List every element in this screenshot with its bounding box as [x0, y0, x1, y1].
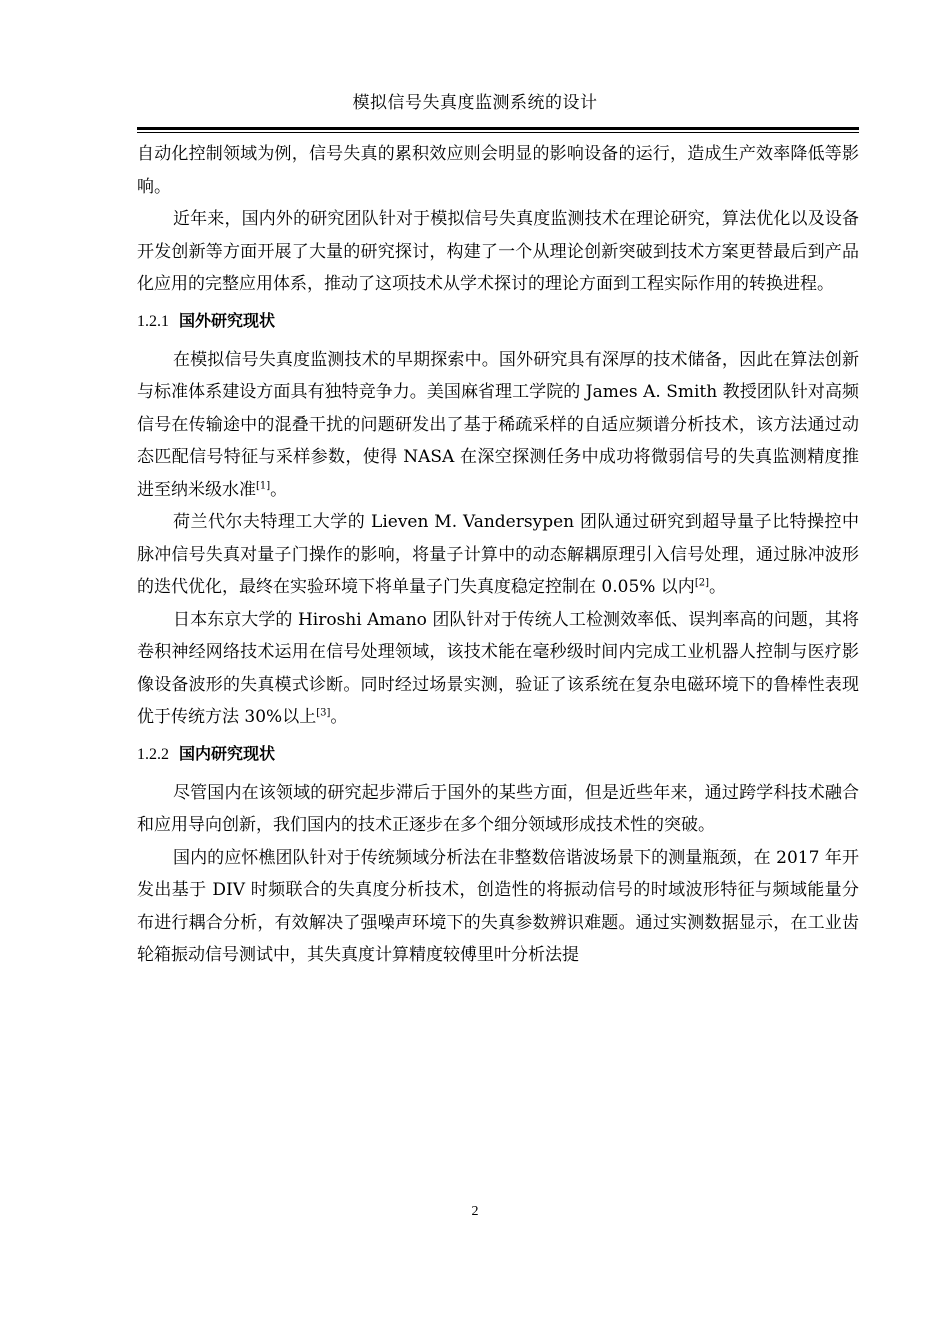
section-title: 国外研究现状: [179, 310, 276, 330]
paragraph-intro: 近年来，国内外的研究团队针对于模拟信号失真度监测技术在理论研究，算法优化以及设备开发创新等方面开展了大量的研究探讨，构建了一个从理论创新突破到技术方案更替最后到产品化应用的完整应用体系，推动了这项技术从学术探讨的理论方面到工程实际作用的转换进程。: [137, 209, 859, 294]
section-heading-1-2-1: [137, 305, 859, 338]
section-number: 1.2.1: [137, 312, 169, 330]
paragraph-continued: 自动化控制领域为例，信号失真的累积效应则会明显的影响设备的运行，造成生产效率降低等影响。: [137, 144, 859, 197]
running-header-title: 模拟信号失真度监测系统的设计: [352, 93, 598, 113]
section-heading-1-2-2: [137, 738, 859, 771]
section-number: 1.2.2: [137, 745, 169, 763]
section-title: 国内研究现状: [179, 743, 276, 763]
citation-ref[interactable]: [2]: [694, 577, 709, 589]
paragraph-mit: 在模拟信号失真度监测技术的早期探索中。国外研究具有深厚的技术储备，因此在算法创新与标准体系建设方面具有独特竞争力。美国麻省理工学院的 James A. Smith 教授团队针对高频信号在传输途中的混叠干扰的问题研发出了基于稀疏采样的自适应频谱分析技术，该方法通过动态匹配信号特征与采样参数，使得 NASA 在深空探测任务中成功将微弱信号的失真监测精度推进至纳米级水准[1]。: [137, 349, 859, 500]
header-double-rule: [137, 127, 859, 133]
paragraph-domestic-intro: 尽管国内在该领域的研究起步滞后于国外的某些方面，但是近些年来，通过跨学科技术融合和应用导向创新，我们国内的技术正逐步在多个细分领域形成技术性的突破。: [137, 782, 859, 835]
paragraph-domestic-div: 国内的应怀樵团队针对于传统频域分析法在非整数倍谐波场景下的测量瓶颈，在 2017 年开发出基于 DIV 时频联合的失真度分析技术，创造性的将振动信号的时域波形特征与频域能量分布进行耦合分析，有效解决了强噪声环境下的失真参数辨识难题。通过实测数据显示，在工业齿轮箱振动信号测试中，其失真度计算精度较傅里叶分析法提: [137, 847, 859, 965]
citation-ref[interactable]: [1]: [256, 479, 271, 491]
citation-ref[interactable]: [3]: [316, 707, 331, 719]
page-number: 2: [471, 1204, 479, 1219]
document-body: [137, 138, 859, 972]
header-rule-thin: [137, 132, 859, 133]
paragraph-tokyo: 日本东京大学的 Hiroshi Amano 团队针对于传统人工检测效率低、误判率高的问题，其将卷积神经网络技术运用在信号处理领域，该技术能在毫秒级时间内完成工业机器人控制与医疗影像设备波形的失真模式诊断。同时经过场景实测，验证了该系统在复杂电磁环境下的鲁棒性表现优于传统方法 30%以上[3]。: [137, 609, 859, 727]
paragraph-delft: 荷兰代尔夫特理工大学的 Lieven M. Vandersypen 团队通过研究到超导量子比特操控中脉冲信号失真对量子门操作的影响，将量子计算中的动态解耦原理引入信号处理，通过脉冲波形的迭代优化，最终在实验环境下将单量子门失真度稳定控制在 0.05% 以内[2]。: [137, 512, 859, 597]
